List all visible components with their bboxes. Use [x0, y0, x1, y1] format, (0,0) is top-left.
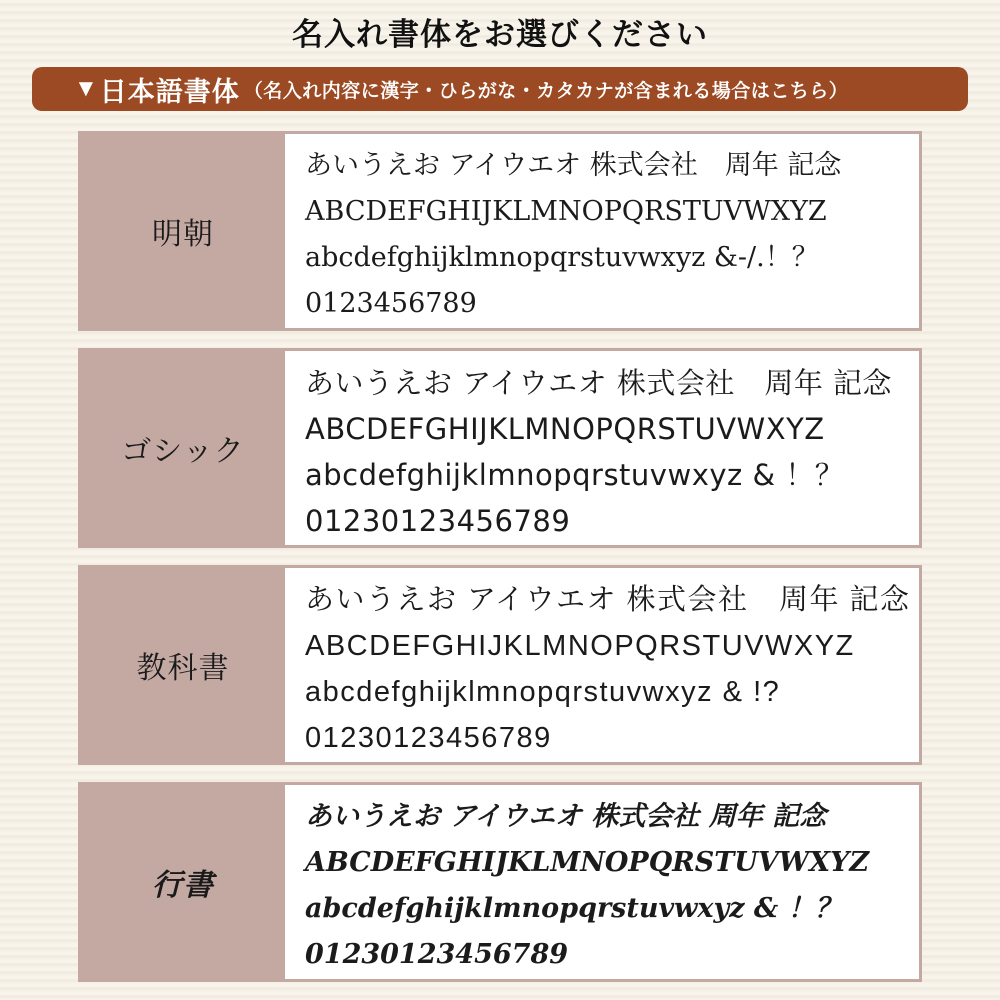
font-name-label-kyokasho: 教科書	[136, 652, 230, 685]
font-name-label-mincho: 明朝	[152, 217, 214, 252]
sample-line-uppercase: ABCDEFGHIJKLMNOPQRSTUVWXYZ	[305, 847, 870, 878]
sample-line-uppercase: ABCDEFGHIJKLMNOPQRSTUVWXYZ	[305, 630, 855, 662]
sample-line-digits: 01230123456789	[305, 939, 569, 970]
banner-note: （名入れ内容に漢字・ひらがな・カタカナが含まれる場合はこちら）	[243, 79, 849, 102]
font-row-mincho	[78, 131, 922, 331]
sample-line-kana: あいうえお アイウエオ 株式会社 周年 記念	[305, 150, 842, 181]
sample-line-lowercase: abcdefghijklmnopqrstuvwxyz & ！？	[305, 458, 845, 492]
page-title: 名入れ書体をお選びください	[292, 17, 708, 53]
down-triangle-icon: ▼	[74, 75, 98, 102]
font-name-label-gyosho: 行書	[152, 868, 214, 903]
sample-line-lowercase: abcdefghijklmnopqrstuvwxyz & ！？	[305, 893, 842, 924]
banner-title: 日本語書体	[99, 76, 240, 108]
sample-line-uppercase: ABCDEFGHIJKLMNOPQRSTUVWXYZ	[305, 196, 827, 227]
sample-line-digits: 01230123456789	[305, 722, 552, 754]
font-table	[78, 131, 922, 982]
sample-line-lowercase: abcdefghijklmnopqrstuvwxyz & !?	[305, 676, 781, 708]
font-sample-gyosho	[285, 785, 919, 979]
sample-line-uppercase: ABCDEFGHIJKLMNOPQRSTUVWXYZ	[305, 412, 825, 446]
font-name-label-gothic: ゴシック	[121, 434, 245, 469]
sample-line-digits: 0123456789	[305, 288, 477, 319]
font-row-gothic	[78, 348, 922, 548]
font-row-gyosho	[78, 782, 922, 982]
sample-line-kana: あいうえお アイウエオ 株式会社 周年 記念	[305, 366, 893, 400]
font-sample-kyokasho	[285, 568, 919, 762]
font-sample-gothic	[285, 351, 919, 545]
sample-line-kana: あいうえお アイウエオ 株式会社 周年 記念	[305, 584, 911, 616]
sample-line-lowercase: abcdefghijklmnopqrstuvwxyz &-/.！？	[305, 242, 819, 273]
font-sample-mincho	[285, 134, 919, 328]
sample-line-digits: 01230123456789	[305, 504, 571, 538]
japanese-fonts-banner	[32, 67, 968, 111]
font-row-kyokasho	[78, 565, 922, 765]
sample-line-kana: あいうえお アイウエオ 株式会社 周年 記念	[305, 801, 827, 832]
